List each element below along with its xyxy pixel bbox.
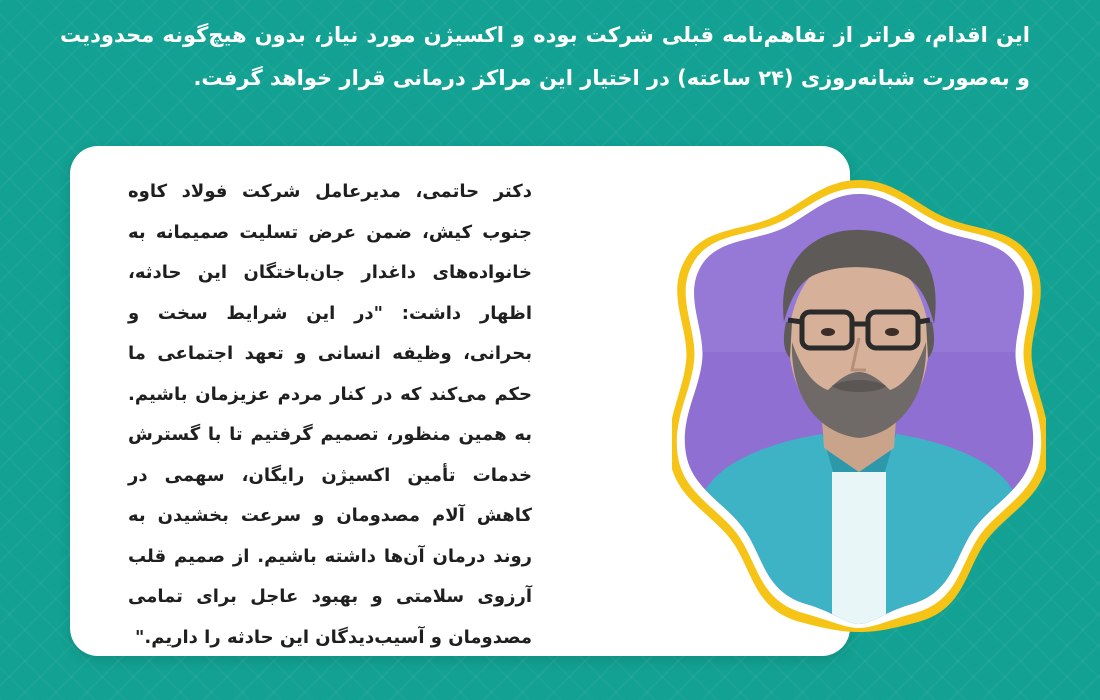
intro-paragraph: این اقدام، فراتر از تفاهم‌نامه قبلی شرکت بوده و اکسیژن مورد نیاز، بدون هیچ‌گونه محدودیت و به‌صورت شبانه‌روزی (۲۴ ساعته) در اختیار این مراکز درمانی قرار خواهد گرفت.	[60, 23, 1030, 90]
portrait-frame	[672, 172, 1046, 632]
portrait-illustration	[672, 172, 1046, 632]
quote-text: دکتر حاتمی، مدیرعامل شرکت فولاد کاوه جنوب کیش، ضمن عرض تسلیت صمیمانه به خانواده‌های داغدار جان‌باختگان این حادثه، اظهار داشت: "در این شرایط سخت و بحرانی، وظیفه انسانی و تعهد اجتماعی ما حکم می‌کند که در کنار مردم عزیزمان باشیم. به همین منظور، تصمیم گرفتیم تا با گسترش خدمات تأمین اکسیژن رایگان، سهمی در کاهش آلام مصدومان و سرعت بخشیدن به روند درمان آن‌ها داشته باشیم. از صمیم قلب آرزوی سلامتی و بهبود عاجل برای تمامی مصدومان و آسیب‌دیدگان این حادثه را داریم."	[128, 181, 532, 648]
